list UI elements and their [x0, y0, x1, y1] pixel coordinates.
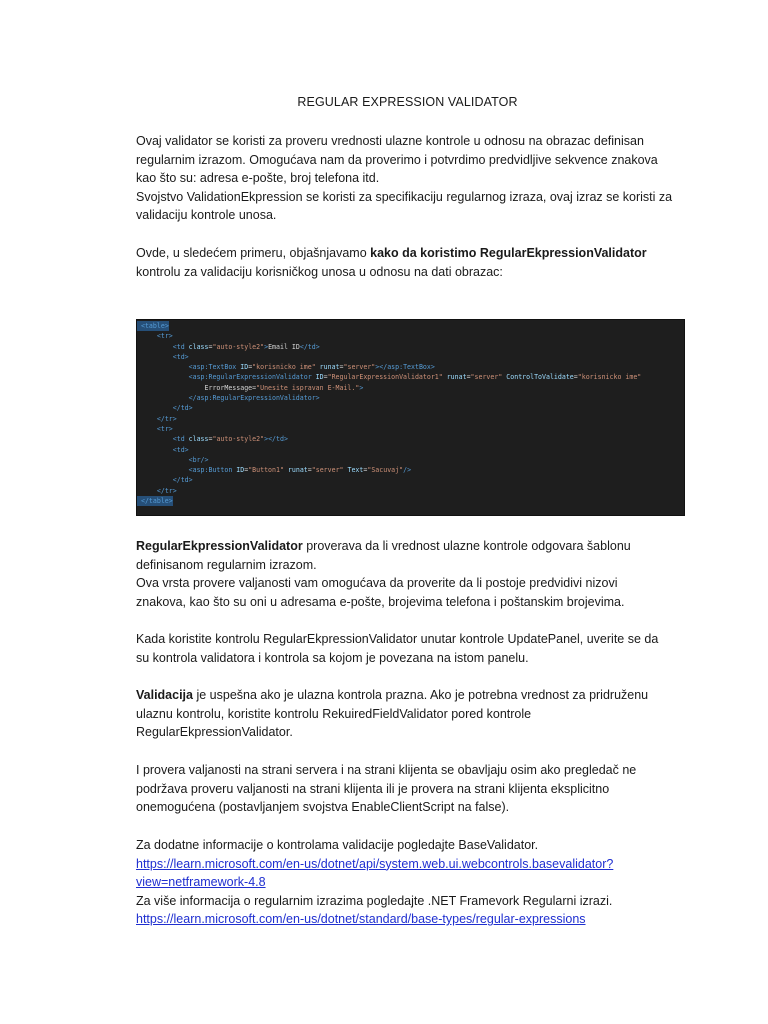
code-line: <table> — [137, 321, 169, 331]
more-info-line: Za više informacija o regularnim izrazima pogledajte .NET Framevork Regularni izrazi. — [136, 893, 613, 908]
code-line: ErrorMessage="Unesite ispravan E-Mail."> — [140, 383, 364, 392]
server-client-line: I provera valjanosti na strani servera i na strani klijenta se obavljaju osim ako pregledač ne — [136, 763, 637, 777]
code-line: <td> — [172, 352, 189, 361]
updatepanel-line: su kontrola validatora i kontrola sa kojom je povezana na istom panelu. — [136, 650, 529, 665]
server-client-line: onemogućena (postavljanjem svojstva EnableClientScript na false). — [136, 800, 510, 815]
intro-line: regularnim izrazom. Omogućava nam da proverimo i potvrdimo predvidljive sekvence znakova — [136, 152, 658, 167]
code-line: </tr> — [156, 414, 177, 423]
validacija-line: Validacija je uspešna ako je ulazna kontrola prazna. Ako je potrebna vrednost za pridruženu — [136, 688, 649, 702]
code-line: <asp:Button ID="Button1" runat="server" Text="Sacuvaj"/> — [188, 466, 412, 475]
example-paragraph — [136, 244, 691, 281]
code-line: <tr> — [156, 424, 173, 433]
code-line: <br/> — [188, 455, 209, 464]
code-line: </tr> — [156, 486, 177, 495]
intro-line: Svojstvo ValidationEkpression se koristi za specifikaciju regularnog izraza, ovaj izraz se koristi za — [136, 189, 673, 204]
server-client-paragraph — [136, 761, 691, 817]
server-client-line: podržava proveru valjanosti na strani klijenta ili je provera na strani klijenta eksplicitno — [136, 781, 610, 796]
regex-docs-link[interactable]: https://learn.microsoft.com/en-us/dotnet/standard/base-types/regular-expressions — [136, 912, 586, 927]
document-title: REGULAR EXPRESSION VALIDATOR — [297, 95, 518, 109]
code-line: </td> — [172, 476, 193, 485]
validacija-line: ulaznu kontrolu, koristite kontrolu RekuiredFieldValidator pored kontrole — [136, 706, 532, 721]
more-info-line: Za dodatne informacije o kontrolama validacije pogledajte BaseValidator. — [136, 838, 539, 852]
validator-paragraph — [136, 537, 691, 611]
validator-line: znakova, kao što su oni u adresama e-pošte, brojevima telefona i poštanskim brojevima. — [136, 594, 625, 609]
code-line: </td> — [172, 404, 193, 413]
code-line: </table> — [137, 496, 173, 506]
intro-paragraph — [136, 132, 691, 225]
validator-line: Ova vrsta provere valjanosti vam omogućava da proverite da li postoje predvidivi nizovi — [136, 576, 618, 591]
updatepanel-paragraph — [136, 630, 691, 667]
validacija-paragraph — [136, 686, 691, 742]
updatepanel-line: Kada koristite kontrolu RegularEkpressionValidator unutar kontrole UpdatePanel, uverite se da — [136, 632, 659, 646]
example-bold-phrase: kako da koristimo RegularEkpressionValidator — [370, 246, 647, 260]
code-line: <td class="auto-style2"></td> — [172, 435, 288, 444]
example-line: kontrolu za validaciju korisničkog unosa u odnosu na dati obrazac: — [136, 264, 503, 279]
code-line: <td> — [172, 445, 189, 454]
code-line: </asp:RegularExpressionValidator> — [188, 394, 320, 403]
validator-line: RegularEkpressionValidator proverava da li vrednost ulazne kontrole odgovara šablonu — [136, 539, 631, 553]
code-line: <tr> — [156, 332, 173, 341]
validator-line: definisanom regularnim izrazom. — [136, 557, 317, 572]
code-line: <asp:RegularExpressionValidator ID="RegularExpressionValidator1" runat="server" ControlToValidate="korisnicko ime" — [188, 373, 642, 382]
example-line: Ovde, u sledećem primeru, objašnjavamo kako da koristimo RegularEkpressionValidator — [136, 246, 647, 260]
intro-line: validaciju kontrole unosa. — [136, 208, 277, 223]
code-snippet — [136, 319, 685, 516]
code-line: <asp:TextBox ID="korisnicko ime" runat="server"></asp:TextBox> — [188, 363, 435, 372]
basevalidator-link-continued[interactable]: view=netframework-4.8 — [136, 875, 266, 890]
intro-line: Ovaj validator se koristi za proveru vrednosti ulazne kontrole u odnosu na obrazac definisan — [136, 134, 644, 148]
code-line: <td class="auto-style2">Email ID</td> — [172, 342, 320, 351]
basevalidator-link[interactable]: https://learn.microsoft.com/en-us/dotnet/api/system.web.ui.webcontrols.basevalidator? — [136, 856, 614, 871]
intro-line: kao što su: adresa e-pošte, broj telefona itd. — [136, 171, 380, 186]
validacija-line: RegularEkpressionValidator. — [136, 725, 293, 740]
more-info-paragraph — [136, 836, 691, 929]
